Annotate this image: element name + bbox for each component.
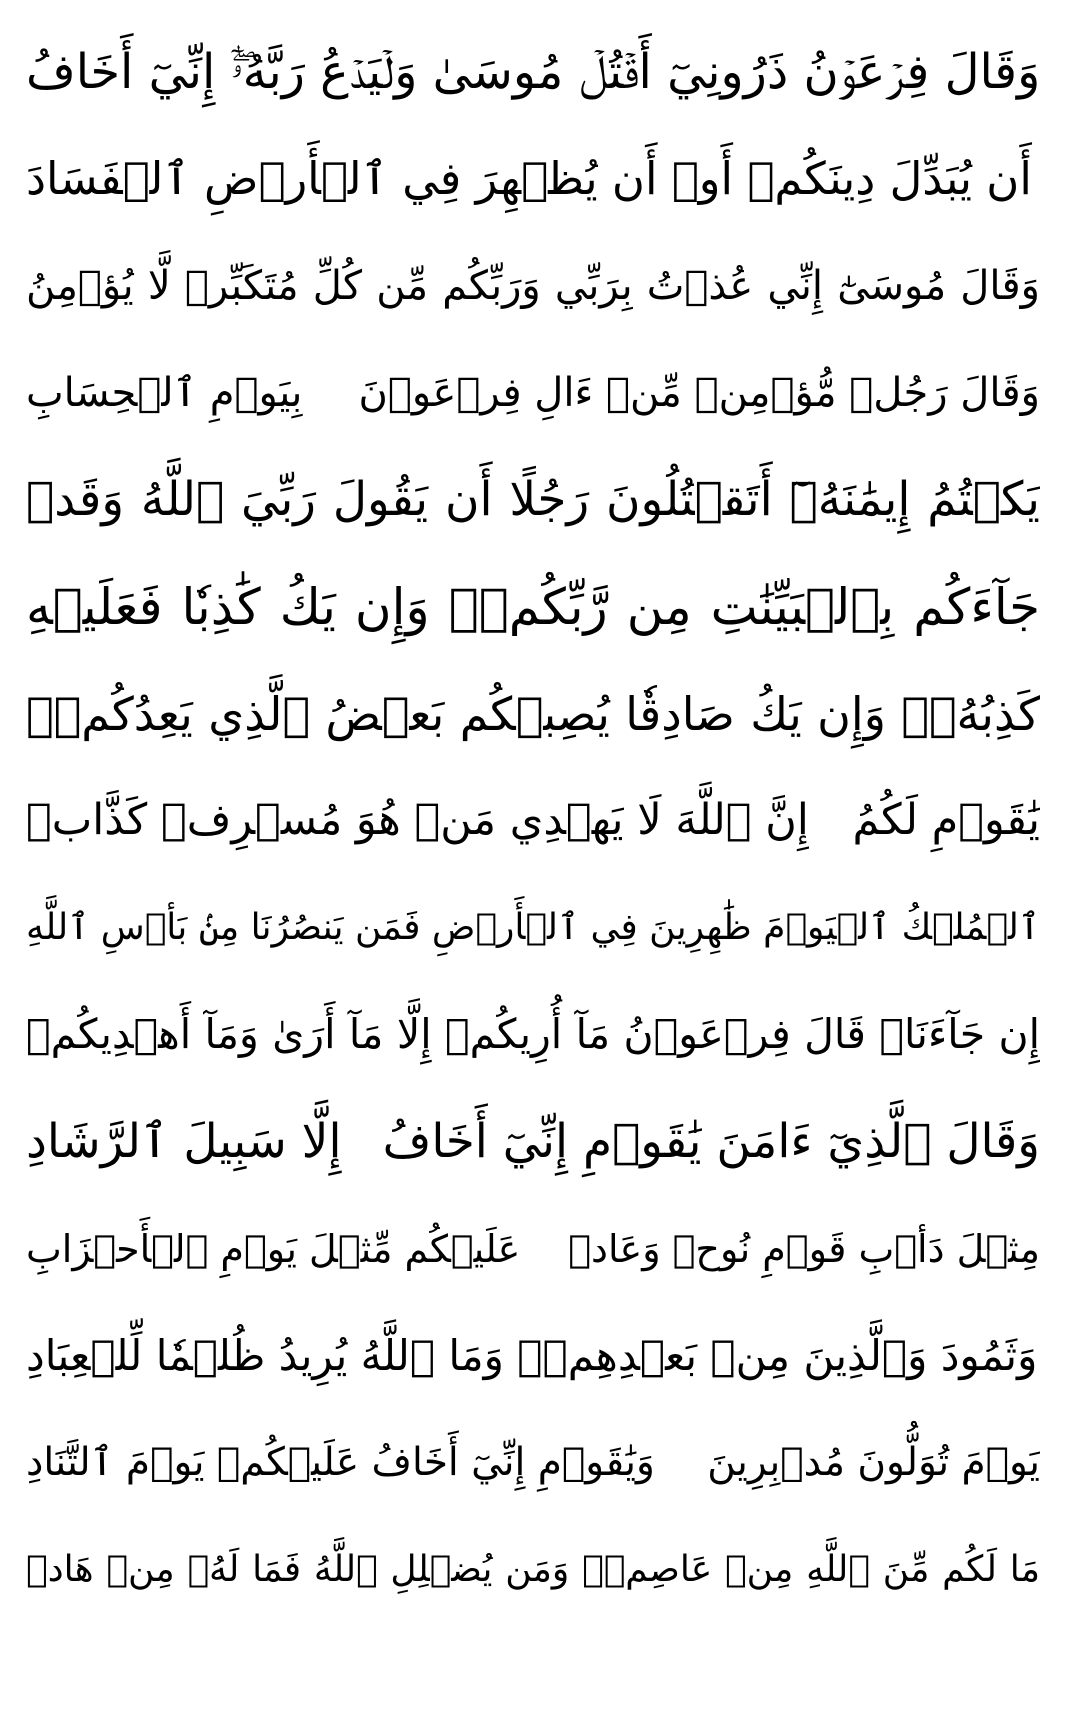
verse-text: وَثَمُودَ وَٱلَّذِينَ مِنۢ بَعۡدِهِمۡۚ وَمَا ٱللَّهُ يُرِيدُ ظُلۡمٗا لِّلۡعِبَادِ: [26, 1330, 1038, 1380]
text-line: [26, 874, 1040, 981]
verse-text: ٱلۡمُلۡكُ ٱلۡيَوۡمَ ظَٰهِرِينَ فِي ٱلۡأَرۡضِ فَمَن يَنصُرُنَا مِنۢ بَأۡسِ ٱللَّهِ: [26, 906, 1040, 948]
text-line: [26, 981, 1040, 1088]
verse-text: وَقَالَ مُوسَىٰٓ إِنِّي عُذۡتُ بِرَبِّي وَرَبِّكُم مِّن كُلِّ مُتَكَبِّرٖ لَّا يُؤۡمِنُ: [26, 262, 1040, 309]
text-line: [26, 1088, 1040, 1195]
verse-text: أَن يُبَدِّلَ دِينَكُمۡ أَوۡ أَن يُظۡهِرَ فِي ٱلۡأَرۡضِ ٱلۡفَسَادَ: [26, 152, 1032, 205]
verse-text: وَقَالَ فِرۡعَوۡنُ ذَرُونِيٓ أَقۡتُلۡ مُوسَىٰ وَلۡيَدۡعُ رَبَّهُۥٓۖ إِنِّيٓ أَخَافُ: [26, 43, 1040, 100]
text-line: [26, 767, 1040, 874]
verse-text: جَآءَكُم بِٱلۡبَيِّنَٰتِ مِن رَّبِّكُمۡۖ وَإِن يَكُ كَٰذِبٗا فَعَلَيۡهِ: [26, 577, 1040, 636]
text-line: [26, 553, 1040, 660]
text-line: [26, 660, 1040, 767]
verse-text: إِنَّ ٱللَّهَ لَا يَهۡدِي مَنۡ هُوَ مُسۡرِفٞ كَذَّابٞ: [26, 795, 809, 845]
verse-text: مِثۡلَ دَأۡبِ قَوۡمِ نُوحٖ وَعَادٖ: [568, 1226, 1040, 1271]
verse-text: وَقَالَ ٱلَّذِيٓ ءَامَنَ يَٰقَوۡمِ إِنِّيٓ أَخَافُ: [382, 1114, 1040, 1169]
text-line: [26, 232, 1040, 339]
text-line: [26, 1409, 1040, 1516]
verse-text: إِن جَآءَنَاۚ قَالَ فِرۡعَوۡنُ مَآ أُرِيكُمۡ إِلَّا مَآ أَرَىٰ وَمَآ أَهۡدِيكُمۡ: [26, 1010, 1040, 1058]
verse-text: وَقَالَ رَجُلٞ مُّؤۡمِنٞ مِّنۡ ءَالِ فِرۡعَوۡنَ: [358, 369, 1040, 416]
text-line: [26, 18, 1040, 125]
verse-text: عَلَيۡكُم مِّثۡلَ يَوۡمِ ٱلۡأَحۡزَابِ: [26, 1226, 521, 1271]
verse-text: إِلَّا سَبِيلَ ٱلرَّشَادِ: [26, 1114, 342, 1169]
text-line: [26, 339, 1040, 446]
verse-text: كَذِبُهُۥۖ وَإِن يَكُ صَادِقٗا يُصِبۡكُم بَعۡضُ ٱلَّذِي يَعِدُكُمۡۖ: [26, 686, 1040, 741]
verse-text: يَٰقَوۡمِ لَكُمُ: [852, 795, 1040, 845]
verse-text: يَوۡمَ تُوَلُّونَ مُدۡبِرِينَ: [707, 1440, 1040, 1485]
verse-text: بِيَوۡمِ ٱلۡحِسَابِ: [26, 369, 303, 416]
text-line: [26, 1302, 1040, 1409]
text-line: [26, 125, 1040, 232]
verse-text: مَا لَكُم مِّنَ ٱللَّهِ مِنۡ عَاصِمٖۗ وَمَن يُضۡلِلِ ٱللَّهُ فَمَا لَهُۥ مِنۡ هَادٖ: [26, 1548, 1040, 1590]
text-line: [26, 446, 1040, 553]
verse-text: وَيَٰقَوۡمِ إِنِّيٓ أَخَافُ عَلَيۡكُمۡ يَوۡمَ ٱلتَّنَادِ: [26, 1440, 655, 1485]
text-line: [26, 1516, 1040, 1623]
text-line: [26, 1195, 1040, 1302]
verse-text: يَكۡتُمُ إِيمَٰنَهُۥٓ أَتَقۡتُلُونَ رَجُلًا أَن يَقُولَ رَبِّيَ ٱللَّهُ وَقَدۡ: [26, 472, 1040, 527]
